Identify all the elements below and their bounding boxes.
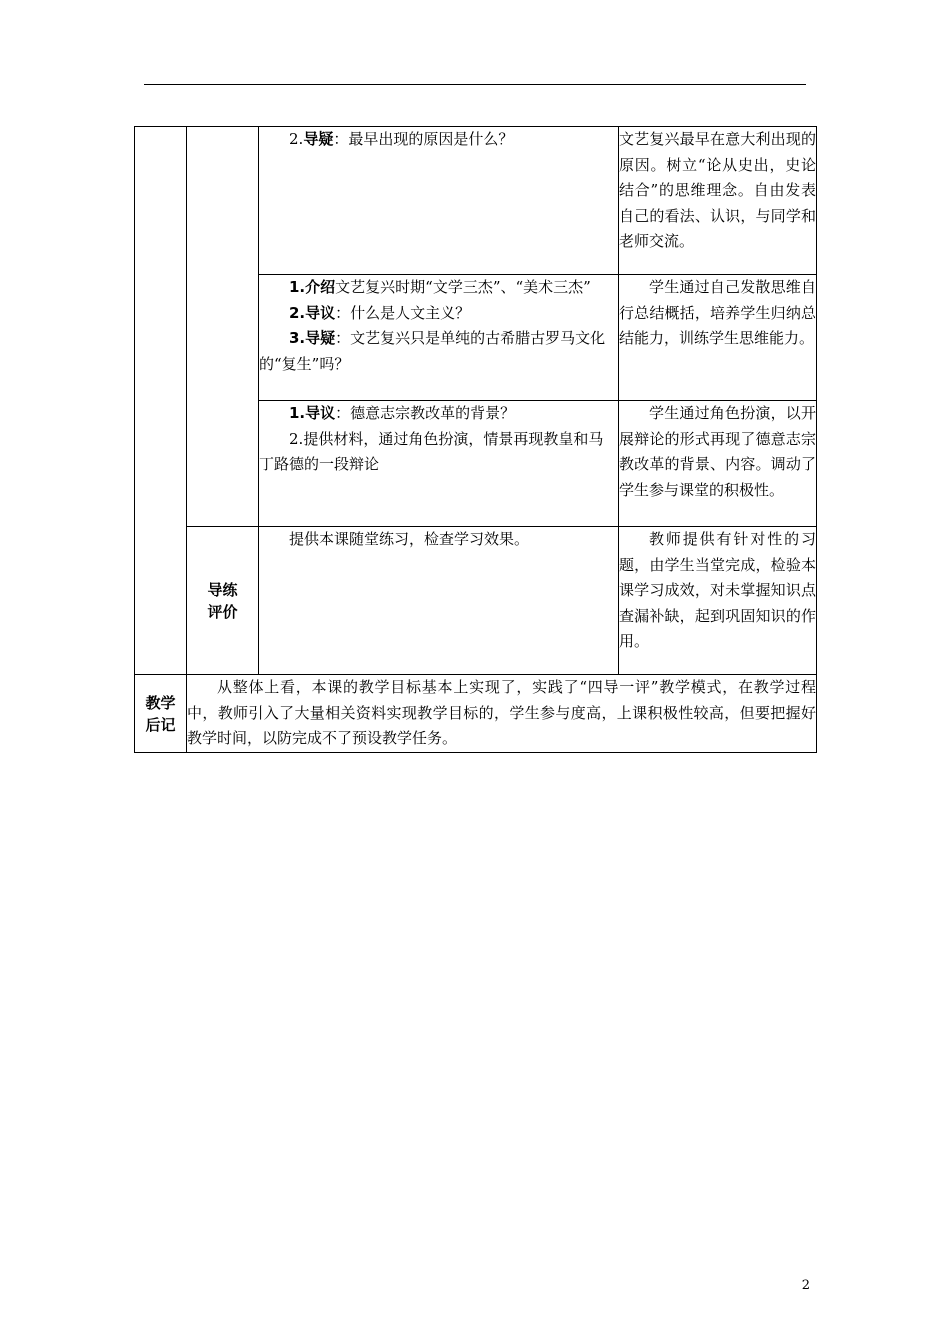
- item-label: 介绍: [305, 278, 336, 296]
- method-cell: [259, 275, 619, 401]
- goal-cell: [619, 527, 817, 675]
- notes-label: 教学: [145, 693, 176, 712]
- practice-method-text: 提供本课随堂练习，检查学习效果。: [289, 530, 530, 548]
- table-row: [135, 675, 817, 753]
- method-line: [259, 275, 618, 301]
- notes-cell: [187, 675, 817, 753]
- item-text: 提供材料，通过角色扮演，情景再现教皇和马丁路德的一段辩论: [259, 429, 604, 473]
- item-text: 文艺复兴时期“文学三杰”、“美术三杰”: [335, 278, 591, 296]
- goal-text: 教师提供有针对性的习题，由学生当堂完成，检验本课学习成效，对未掌握知识点查漏补缺，起到巩固知识的作用。: [619, 530, 816, 650]
- item-label: 导疑: [305, 329, 336, 347]
- table-row: [135, 527, 817, 675]
- method-cell: [259, 127, 619, 275]
- goal-text: 学生通过角色扮演，以开展辩论的形式再现了德意志宗教改革的背景、内容。调动了学生参与课堂的积极性。: [619, 404, 816, 499]
- item-text: ：文艺复兴只是单纯的古希腊古罗马文化的“复生”吗？: [259, 329, 606, 373]
- item-text: ：德意志宗教改革的背景？: [335, 404, 516, 422]
- practice-label: 评价: [207, 602, 238, 621]
- item-label: 导疑: [303, 130, 334, 148]
- item-label: 导议: [305, 404, 336, 422]
- page-number: 2: [801, 1278, 810, 1293]
- item-number: 1.: [289, 404, 306, 422]
- method-line: [259, 127, 618, 153]
- table-row: [135, 127, 817, 275]
- goal-text: 文艺复兴最早在意大利出现的原因。树立“论从史出，史论结合”的思维理念。自由发表自己的看法、认识，与同学和老师交流。: [619, 130, 816, 250]
- header-rule: [144, 84, 806, 85]
- goal-text: 学生通过自己发散思维自行总结概括，培养学生归纳总结能力，训练学生思维能力。: [619, 278, 816, 347]
- activity-column-cell: [187, 127, 259, 527]
- practice-label-cell: [187, 527, 259, 675]
- item-text: ：最早出现的原因是什么？: [333, 130, 514, 148]
- item-number: 2.: [289, 303, 306, 322]
- lesson-plan-table: [134, 126, 817, 753]
- goal-cell: [619, 401, 817, 527]
- goal-cell: [619, 275, 817, 401]
- item-label: 导议: [305, 303, 336, 322]
- method-cell: [259, 527, 619, 675]
- stage-column-cell: [135, 127, 187, 675]
- notes-label: 后记: [145, 715, 176, 734]
- item-number: 2.: [289, 130, 304, 148]
- notes-label-cell: [135, 675, 187, 753]
- item-number: 3.: [289, 329, 306, 347]
- notes-text: 从整体上看，本课的教学目标基本上实现了，实践了“四导一评”教学模式，在教学过程中，教师引入了大量相关资料实现教学目标的，学生参与度高，上课积极性较高，但要把握好教学时间，以防完成不了预设教学任务。: [187, 678, 816, 747]
- method-line: [259, 427, 618, 478]
- item-number: 2.: [289, 429, 304, 448]
- practice-label: 导练: [207, 580, 238, 599]
- method-line: [259, 326, 618, 377]
- item-number: 1.: [289, 278, 306, 296]
- goal-cell: [619, 127, 817, 275]
- method-cell: [259, 401, 619, 527]
- method-line: [259, 301, 618, 327]
- item-text: ：什么是人文主义？: [335, 303, 471, 322]
- method-line: [259, 401, 618, 427]
